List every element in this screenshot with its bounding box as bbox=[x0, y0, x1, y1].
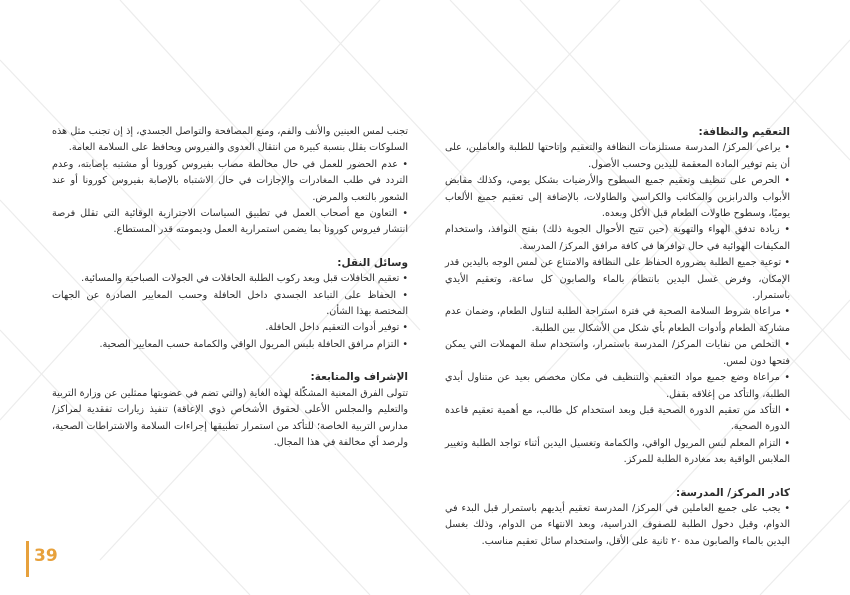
page-number: 39 bbox=[34, 546, 58, 566]
list-item: • زيادة تدفق الهواء والتهوية (حين تتيح الأحوال الجوية ذلك) بفتح النوافذ، واستخدام المكيفات الهوائية في حال توافرها في كافة مرافق المركز/ المدرسة. bbox=[445, 224, 790, 252]
list-item: • التزام المعلم لبس المريول الواقي، والكمامة وتغسيل اليدين أثناء تواجد الطلبة وتغيير الملابس الواقية بعد مغادرة الطلبة للمركز. bbox=[445, 437, 790, 466]
left-column bbox=[52, 124, 408, 459]
list-item: • مراعاة وضع جميع مواد التعقيم والتنظيف في مكان مخصص بعيد عن متناول أيدي الطلبة، والتأكد من إغلاقه بقفل. bbox=[445, 372, 790, 400]
list-item: • الحرص على تنظيف وتعقيم جميع السطوح والأرضيات بشكل يومي، وكذلك مقابض الأبواب والدرابزين والمكاتب والكراسي والطاولات، بالإضافة إلى تعقيم جميع الألعاب يوميًا، وسطوح طاولات الطعام قبل الأكل وبعده. bbox=[445, 175, 790, 220]
list-item: • عدم الحضور للعمل في حال مخالطة مصاب بفيروس كورونا أو مشتبه بإصابته، وعدم التردد في طلب المغادرات والإجازات في حال الاشتباه بالإصابة بفيروس كورونا أو عند الشعور بالتعب والمرض. bbox=[52, 158, 408, 203]
section-sterilization bbox=[445, 124, 790, 469]
list-item: تجنب لمس العينين والأنف والفم، ومنع المصافحة والتواصل الجسدي، إذ إن تجنب مثل هذه السلوكات يقلل بنسبة كبيرة من انتقال العدوى والفيروس ويحافظ على السلامة العامة. bbox=[52, 126, 408, 154]
section-heading: التعقيم والنظافة: bbox=[698, 126, 790, 138]
section-transport bbox=[52, 255, 408, 353]
list-item: • التعاون مع أصحاب العمل في تطبيق السياسات الاحترازية الوقائية التي تقلل فرصة انتشار فيروس كورونا بما يضمن استمرارية العمل وديمومته قدر المستطاع. bbox=[52, 208, 408, 236]
list-item: • يجب على جميع العاملين في المركز/ المدرسة تعقيم أيديهم باستمرار قبل البدء في الدوام، وقبل دخول الطلبة للصفوف الدراسية، وبعد الانتهاء من الدوام، وذلك بغسل اليدين بالماء والصابون مدة ٢٠ ثانية على الأقل، واستخدام سائل تعقيم مناسب. bbox=[445, 502, 790, 547]
page-number-bar bbox=[26, 541, 29, 577]
section-staff bbox=[445, 485, 790, 551]
list-item: • التأكد من تعقيم الدورة الصحية قبل وبعد استخدام كل طالب، مع أهمية تعقيم قاعدة الدورة الصحية. bbox=[445, 404, 790, 433]
list-item: • مراعاة شروط السلامة الصحية في فترة استراحة الطلبة لتناول الطعام، وضمان عدم مشاركة الطعام وأدوات الطعام بأي شكل من الأشكال بين الطلبة. bbox=[445, 306, 790, 334]
list-item: • توعية جميع الطلبة بضرورة الحفاظ على النظافة والامتناع عن لمس الوجه باليدين قدر الإمكان، وفرض غسل اليدين بانتظام بالماء والصابون كل ساعة، وتعقيم الأيدي باستمرار. bbox=[445, 257, 790, 302]
section-continued bbox=[52, 124, 408, 239]
list-item: • التخلص من نفايات المركز/ المدرسة باستمرار، واستخدام سلة المهملات التي يمكن فتحها دون لمس. bbox=[445, 339, 790, 367]
list-item: • الحفاظ على التباعد الجسدي داخل الحافلة وحسب المعايير الصادرة عن الجهات المختصة بهذا الشأن. bbox=[52, 289, 408, 318]
list-item: • تعقيم الحافلات قبل وبعد ركوب الطلبة الحافلات في الجولات الصباحية والمسائية. bbox=[81, 273, 408, 285]
section-heading: الإشراف والمتابعة: bbox=[310, 371, 408, 384]
section-supervision bbox=[52, 369, 408, 451]
list-item: • التزام مرافق الحافلة بلبس المريول الواقي والكمامة حسب المعايير الصحية. bbox=[99, 338, 408, 350]
list-item: تتولى الفرق المعنية المشكّلة لهذه الغاية (والتي تضم في عضويتها ممثلين عن وزارة التربية والتعليم والمجلس الأعلى لحقوق الأشخاص ذوي الإعاقة) تنفيذ زيارات تفقدية لمراكز/ مدارس التربية الخاصة؛ للتأكد من استمرار تطبيقها إجراءات السلامة والاشتراطات الصحية، ولرصد أي مخالفة في هذا المجال. bbox=[52, 387, 408, 448]
list-item: • يراعي المركز/ المدرسة مستلزمات النظافة والتعقيم وإتاحتها للطلبة والعاملين، على أن يتم توفير المادة المعقمة لليدين وحسب الأصول. bbox=[445, 142, 790, 170]
list-item: • توفير أدوات التعقيم داخل الحافلة. bbox=[265, 322, 408, 334]
right-column bbox=[445, 124, 790, 558]
section-heading: كادر المركز/ المدرسة: bbox=[676, 486, 790, 499]
section-heading: وسائل النقل: bbox=[337, 256, 408, 269]
